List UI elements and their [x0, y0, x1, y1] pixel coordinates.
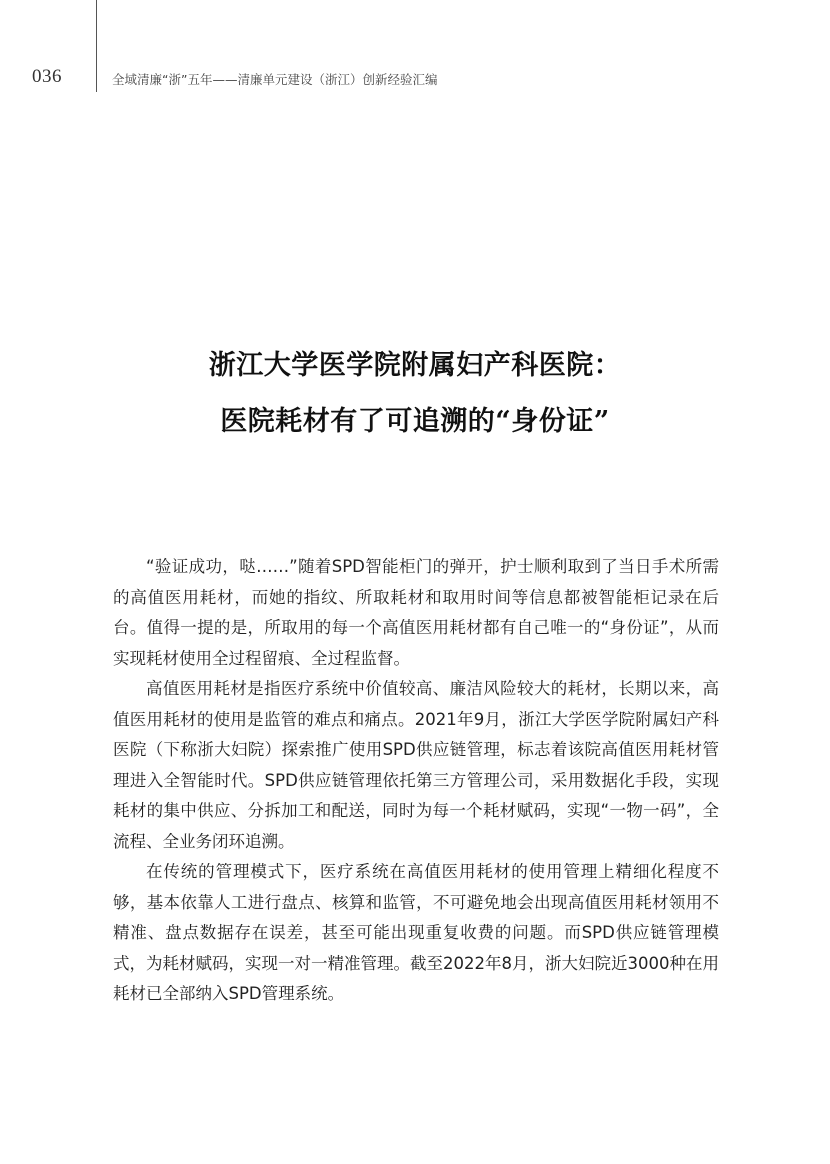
article-title-line-2: 医院耗材有了可追溯的“身份证”	[220, 406, 610, 437]
article-title	[0, 338, 830, 450]
article-body	[113, 552, 719, 1010]
body-paragraph-2: 高值医用耗材是指医疗系统中价值较高、廉洁风险较大的耗材，长期以来，高值医用耗材的使用是监管的难点和痛点。2021年9月，浙江大学医学院附属妇产科医院（下称浙大妇院）探索推广使用SPD供应链管理，标志着该院高值医用耗材管理进入全智能时代。SPD供应链管理依托第三方管理公司，采用数据化手段，实现耗材的集中供应、分拆加工和配送，同时为每一个耗材赋码，实现“一物一码”，全流程、全业务闭环追溯。	[113, 679, 719, 851]
running-header: 全域清廉“浙”五年——清廉单元建设（浙江）创新经验汇编	[112, 72, 438, 87]
page-number: 036	[32, 66, 62, 87]
body-paragraph-1: “验证成功，哒……”随着SPD智能柜门的弹开，护士顺利取到了当日手术所需的高值医用耗材，而她的指纹、所取耗材和取用时间等信息都被智能柜记录在后台。值得一提的是，所取用的每一个高值医用耗材都有自己唯一的“身份证”，从而实现耗材使用全过程留痕、全过程监督。	[113, 557, 719, 668]
body-paragraph-3: 在传统的管理模式下，医疗系统在高值医用耗材的使用管理上精细化程度不够，基本依靠人工进行盘点、核算和监管，不可避免地会出现高值医用耗材领用不精准、盘点数据存在误差，甚至可能出现重复收费的问题。而SPD供应链管理模式，为耗材赋码，实现一对一精准管理。截至2022年8月，浙大妇院近3000种在用耗材已全部纳入SPD管理系统。	[113, 862, 719, 1003]
header-divider	[96, 0, 97, 92]
article-title-line-1: 浙江大学医学院附属妇产科医院：	[208, 350, 622, 381]
